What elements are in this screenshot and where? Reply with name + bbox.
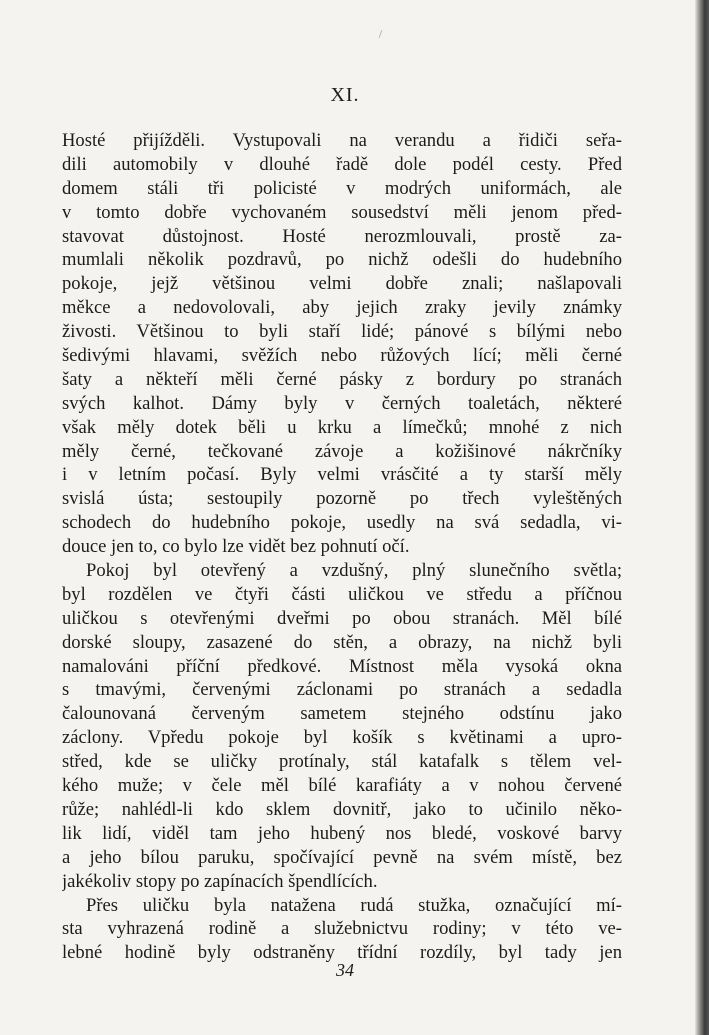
text-line: Pokoj byl otevřený a vzdušný, plný slunečního světla; — [86, 560, 622, 582]
text-line: byl rozdělen ve čtyři části uličkou ve středu a příčnou — [62, 583, 622, 605]
chapter-title: XI. — [330, 84, 360, 106]
book-binding-edge — [695, 0, 709, 1035]
text-line: šedivými hlavami, svěžích nebo růžových lící; měli černé — [62, 345, 622, 367]
text-line: růže; nahlédl-li kdo sklem dovnitř, jako to učinilo něko- — [62, 798, 622, 820]
text-line: namalováni příční předkové. Místnost měla vysoká okna — [62, 655, 622, 677]
text-line: uličkou s otevřenými dveřmi po obou stranách. Měl bílé — [62, 607, 622, 629]
text-line: domem stáli tři policisté v modrých uniformách, ale — [62, 177, 622, 199]
text-line: a jeho bílou paruku, spočívající pevně na svém místě, bez — [62, 846, 622, 868]
text-line: Hosté přijížděli. Vystupovali na verandu a řidiči seřa- — [62, 130, 622, 151]
text-line: šaty a někteří měli černé pásky z bordury po stranách — [62, 368, 622, 390]
text-line: i v letním počasí. Byly velmi vrásčité a ty starší měly — [62, 464, 622, 486]
text-line: záclony. Vpředu pokoje byl košík s květinami a upro- — [62, 727, 622, 749]
text-line: lebné hodině byly odstraněny třídní rozdíly, byl tady jen — [62, 942, 622, 964]
text-line: střed, kde se uličky protínaly, stál katafalk s tělem vel- — [62, 751, 622, 773]
text-line: v tomto dobře vychovaném sousedství měli jenom před- — [62, 201, 622, 223]
text-line: douce jen to, co bylo lze vidět bez pohnutí očí. — [62, 536, 410, 558]
text-line: dorské sloupy, zasazené do stěn, a obrazy, na nichž byli — [62, 631, 622, 653]
text-line: měkce a nedovolovali, aby jejich zraky jevily známky — [62, 297, 622, 319]
text-line: Přes uličku byla natažena rudá stužka, označující mí- — [86, 894, 622, 916]
text-line: svých kalhot. Dámy byly v černých toaletách, některé — [62, 392, 622, 414]
text-line: s tmavými, červenými záclonami po stranách a sedadla — [62, 679, 622, 701]
paragraph — [62, 129, 622, 559]
chapter-text — [62, 129, 622, 965]
paragraph — [62, 894, 622, 966]
text-line: stavovat důstojnost. Hosté nerozmlouvali, prostě za- — [62, 225, 622, 247]
text-line: mumlali několik pozdravů, po nichž odešli do hudebního — [62, 249, 622, 271]
text-line: měly černé, tečkované závoje a kožišinové nákrčníky — [62, 440, 622, 462]
text-line: sta vyhrazená rodině a služebnictvu rodiny; v této ve- — [62, 918, 622, 940]
text-line: kého muže; v čele měl bílé karafiáty a v nohou červené — [62, 775, 622, 797]
text-line: čalounovaná červeným sametem stejného odstínu jako — [62, 703, 622, 725]
text-line: živosti. Většinou to byli staří lidé; pánové s bílými nebo — [62, 321, 622, 343]
text-line: pokoje, jejž většinou velmi dobře znali; našlapovali — [62, 273, 622, 295]
text-line: však měly dotek běli u krku a límečků; mnohé z nich — [62, 416, 622, 438]
text-line: dili automobily v dlouhé řadě dole podél cesty. Před — [62, 153, 622, 175]
scan-mark — [379, 30, 383, 38]
paragraph — [62, 559, 622, 893]
text-line: svislá ústa; sestoupily pozorně po třech vyleštěných — [62, 488, 622, 510]
page-number: 34 — [336, 960, 354, 980]
text-line: schodech do hudebního pokoje, usedly na svá sedadla, vi- — [62, 512, 622, 534]
text-line: lik lidí, viděl tam jeho hubený nos bledé, voskové barvy — [62, 822, 622, 844]
text-line: jakékoliv stopy po zapínacích špendlících. — [62, 870, 378, 892]
